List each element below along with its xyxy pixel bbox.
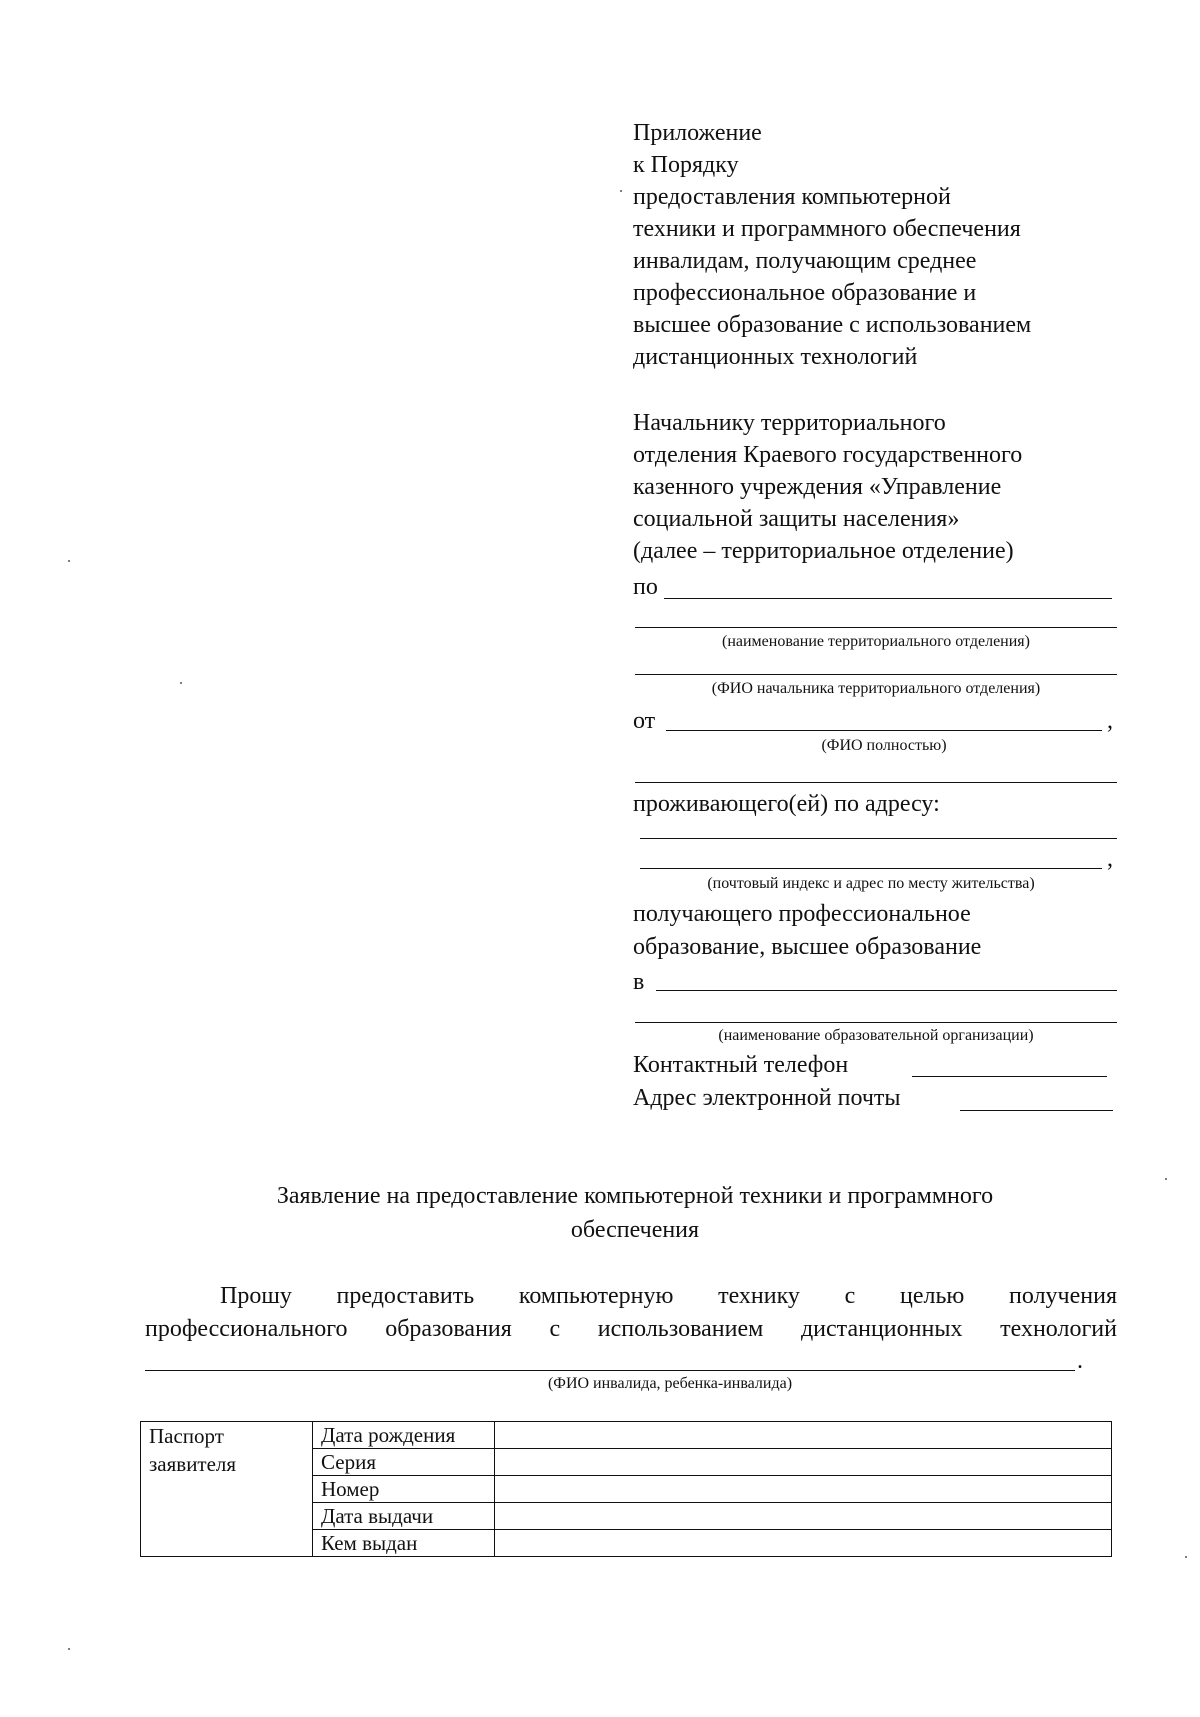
scan-speck bbox=[1185, 1556, 1187, 1558]
department-name-field[interactable] bbox=[664, 598, 1112, 599]
passport-header: заявителя bbox=[149, 1452, 237, 1476]
row-label: Номер bbox=[313, 1476, 495, 1503]
appendix-line: Приложение bbox=[633, 120, 762, 146]
addressee-line: (далее – территориальное отделение) bbox=[633, 538, 1014, 564]
period: . bbox=[1077, 1348, 1083, 1374]
addressee-line: отделения Краевого государственного bbox=[633, 442, 1023, 468]
scan-speck bbox=[68, 1648, 70, 1650]
phone-field[interactable] bbox=[912, 1076, 1107, 1077]
passport-table bbox=[140, 1421, 1112, 1557]
issue-date-cell[interactable] bbox=[495, 1503, 1112, 1530]
organization-field[interactable] bbox=[656, 990, 1117, 991]
passport-header-cell bbox=[141, 1422, 313, 1557]
education-line: получающего профессиональное bbox=[633, 901, 971, 927]
appendix-line: высшее образование с использованием bbox=[633, 312, 1032, 338]
appendix-line: профессиональное образование и bbox=[633, 280, 977, 306]
passport-header: Паспорт bbox=[149, 1424, 224, 1448]
organization-caption: (наименование образовательной организации) bbox=[718, 1027, 1034, 1044]
issued-by-cell[interactable] bbox=[495, 1530, 1112, 1557]
row-label: Серия bbox=[313, 1449, 495, 1476]
disabled-person-fio-caption: (ФИО инвалида, ребенка-инвалида) bbox=[547, 1375, 793, 1392]
appendix-line: предоставления компьютерной bbox=[633, 184, 951, 210]
number-cell[interactable] bbox=[495, 1476, 1112, 1503]
organization-field-2[interactable] bbox=[635, 1022, 1117, 1023]
appendix-line: инвалидам, получающим среднее bbox=[633, 248, 977, 274]
address-field-2[interactable] bbox=[640, 868, 1102, 869]
email-label: Адрес электронной почты bbox=[633, 1085, 901, 1111]
phone-label: Контактный телефон bbox=[633, 1052, 849, 1078]
table-row bbox=[141, 1422, 1112, 1449]
appendix-line: дистанционных технологий bbox=[633, 344, 918, 370]
addressee-block bbox=[633, 407, 1022, 567]
address-field-1[interactable] bbox=[640, 838, 1117, 839]
department-name-field-2[interactable] bbox=[635, 627, 1117, 628]
po-label: по bbox=[633, 574, 658, 600]
scan-speck bbox=[1165, 1178, 1167, 1180]
email-field[interactable] bbox=[960, 1110, 1113, 1111]
comma: , bbox=[1107, 846, 1113, 872]
row-label: Дата выдачи bbox=[313, 1503, 495, 1530]
applicant-fio-caption: (ФИО полностью) bbox=[821, 737, 947, 754]
scan-speck bbox=[68, 560, 70, 562]
applicant-fio-field-2[interactable] bbox=[635, 782, 1117, 783]
disabled-person-fio-field[interactable] bbox=[145, 1370, 1075, 1371]
applicant-fio-field[interactable] bbox=[666, 730, 1102, 731]
scan-speck bbox=[180, 682, 182, 684]
statement-title-2: обеспечения bbox=[570, 1217, 700, 1243]
birth-date-cell[interactable] bbox=[495, 1422, 1112, 1449]
appendix-line: техники и программного обеспечения bbox=[633, 216, 1021, 242]
head-fio-caption: (ФИО начальника территориального отделения) bbox=[711, 680, 1041, 697]
v-label: в bbox=[633, 969, 645, 995]
statement-body-line: Прошу предоставить компьютерную технику с целью получения bbox=[220, 1283, 1117, 1309]
comma: , bbox=[1107, 708, 1113, 734]
address-caption: (почтовый индекс и адрес по месту жительства) bbox=[707, 875, 1035, 892]
appendix-line: к Порядку bbox=[633, 152, 739, 178]
head-fio-field[interactable] bbox=[635, 674, 1117, 675]
statement-title: Заявление на предоставление компьютерной техники и программного bbox=[276, 1183, 994, 1209]
residing-label: проживающего(ей) по адресу: bbox=[633, 791, 940, 817]
addressee-line: социальной защиты населения» bbox=[633, 506, 960, 532]
row-label: Кем выдан bbox=[313, 1530, 495, 1557]
addressee-line: казенного учреждения «Управление bbox=[633, 474, 1002, 500]
education-line: образование, высшее образование bbox=[633, 934, 982, 960]
row-label: Дата рождения bbox=[313, 1422, 495, 1449]
appendix-heading bbox=[633, 117, 1031, 373]
addressee-line: Начальнику территориального bbox=[633, 410, 946, 436]
ot-label: от bbox=[633, 708, 656, 734]
scan-speck bbox=[620, 190, 622, 192]
series-cell[interactable] bbox=[495, 1449, 1112, 1476]
department-caption: (наименование территориального отделения) bbox=[722, 633, 1030, 650]
statement-body-line: профессионального образования с использованием дистанционных технологий bbox=[145, 1316, 1117, 1342]
